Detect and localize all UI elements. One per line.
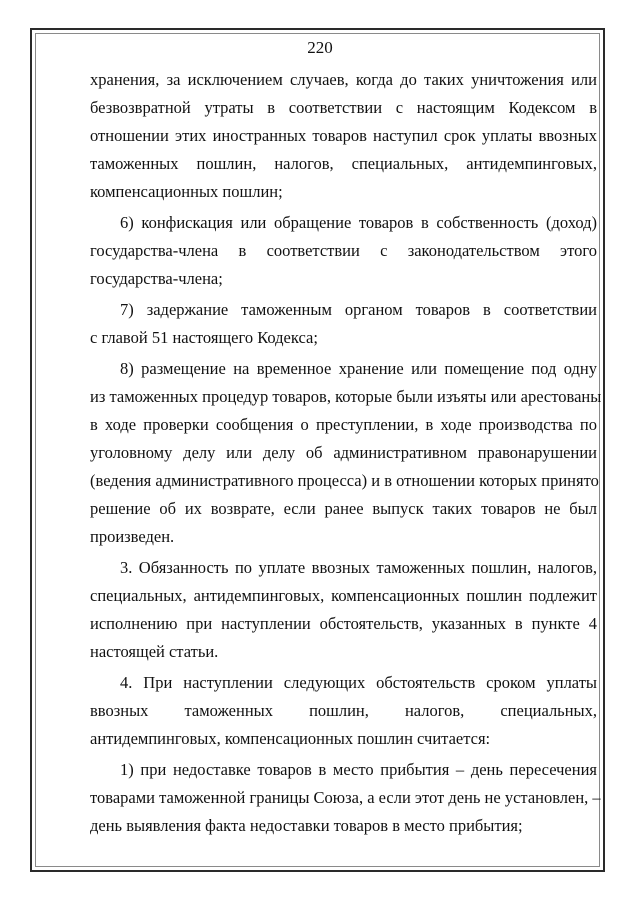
text-line: безвозвратной утраты в соответствии с настоящим Кодексом в: [90, 98, 597, 117]
paragraph-point-3: [90, 554, 597, 666]
document-body: [90, 66, 602, 840]
text-line: 7) задержание таможенным органом товаров в соответствии: [120, 300, 597, 319]
text-line: (ведения административного процесса) и в отношении которых принято: [90, 471, 599, 490]
text-line: из таможенных процедур товаров, которые были изъяты или арестованы: [90, 387, 602, 406]
text-line: 6) конфискация или обращение товаров в собственность (доход): [120, 213, 597, 232]
text-line: 1) при недоставке товаров в место прибытия – день пересечения: [120, 760, 597, 779]
paragraph-point-4: [90, 669, 597, 753]
text-line: ввозных таможенных пошлин, налогов, специальных,: [90, 701, 597, 720]
text-line: 8) размещение на временное хранение или помещение под одну: [120, 359, 597, 378]
text-line: государства-члена в соответствии с законодательством этого: [90, 241, 597, 260]
text-line: товарами таможенной границы Союза, а если этот день не установлен, –: [90, 788, 601, 807]
text-line: антидемпинговых, компенсационных пошлин считается:: [90, 729, 491, 748]
paragraph-item-7: [90, 296, 597, 352]
text-line: компенсационных пошлин;: [90, 182, 283, 201]
text-line: хранения, за исключением случаев, когда до таких уничтожения или: [90, 70, 597, 89]
text-line: день выявления факта недоставки товаров в место прибытия;: [90, 816, 523, 835]
page-number: 220: [307, 38, 333, 57]
text-line: специальных, антидемпинговых, компенсационных пошлин подлежит: [90, 586, 597, 605]
text-line: с главой 51 настоящего Кодекса;: [90, 328, 318, 347]
text-line: в ходе проверки сообщения о преступлении, в ходе производства по: [90, 415, 597, 434]
text-line: 4. При наступлении следующих обстоятельств сроком уплаты: [120, 673, 597, 692]
text-line: уголовному делу или делу об административном правонарушении: [90, 443, 597, 462]
text-line: исполнению при наступлении обстоятельств, указанных в пункте 4: [90, 614, 597, 633]
paragraph-subitem-1: [90, 756, 601, 840]
text-line: государства-члена;: [90, 269, 223, 288]
text-line: решение об их возврате, если ранее выпуск таких товаров не был: [90, 499, 597, 518]
text-line: отношении этих иностранных товаров наступил срок уплаты ввозных: [90, 126, 597, 145]
text-line: настоящей статьи.: [90, 642, 219, 661]
paragraph-item-6: [90, 209, 597, 293]
text-line: 3. Обязанность по уплате ввозных таможенных пошлин, налогов,: [120, 558, 597, 577]
paragraph-continuation: [90, 66, 597, 206]
text-line: произведен.: [90, 527, 175, 546]
text-line: таможенных пошлин, налогов, специальных, антидемпинговых,: [90, 154, 597, 173]
paragraph-item-8: [90, 355, 602, 551]
